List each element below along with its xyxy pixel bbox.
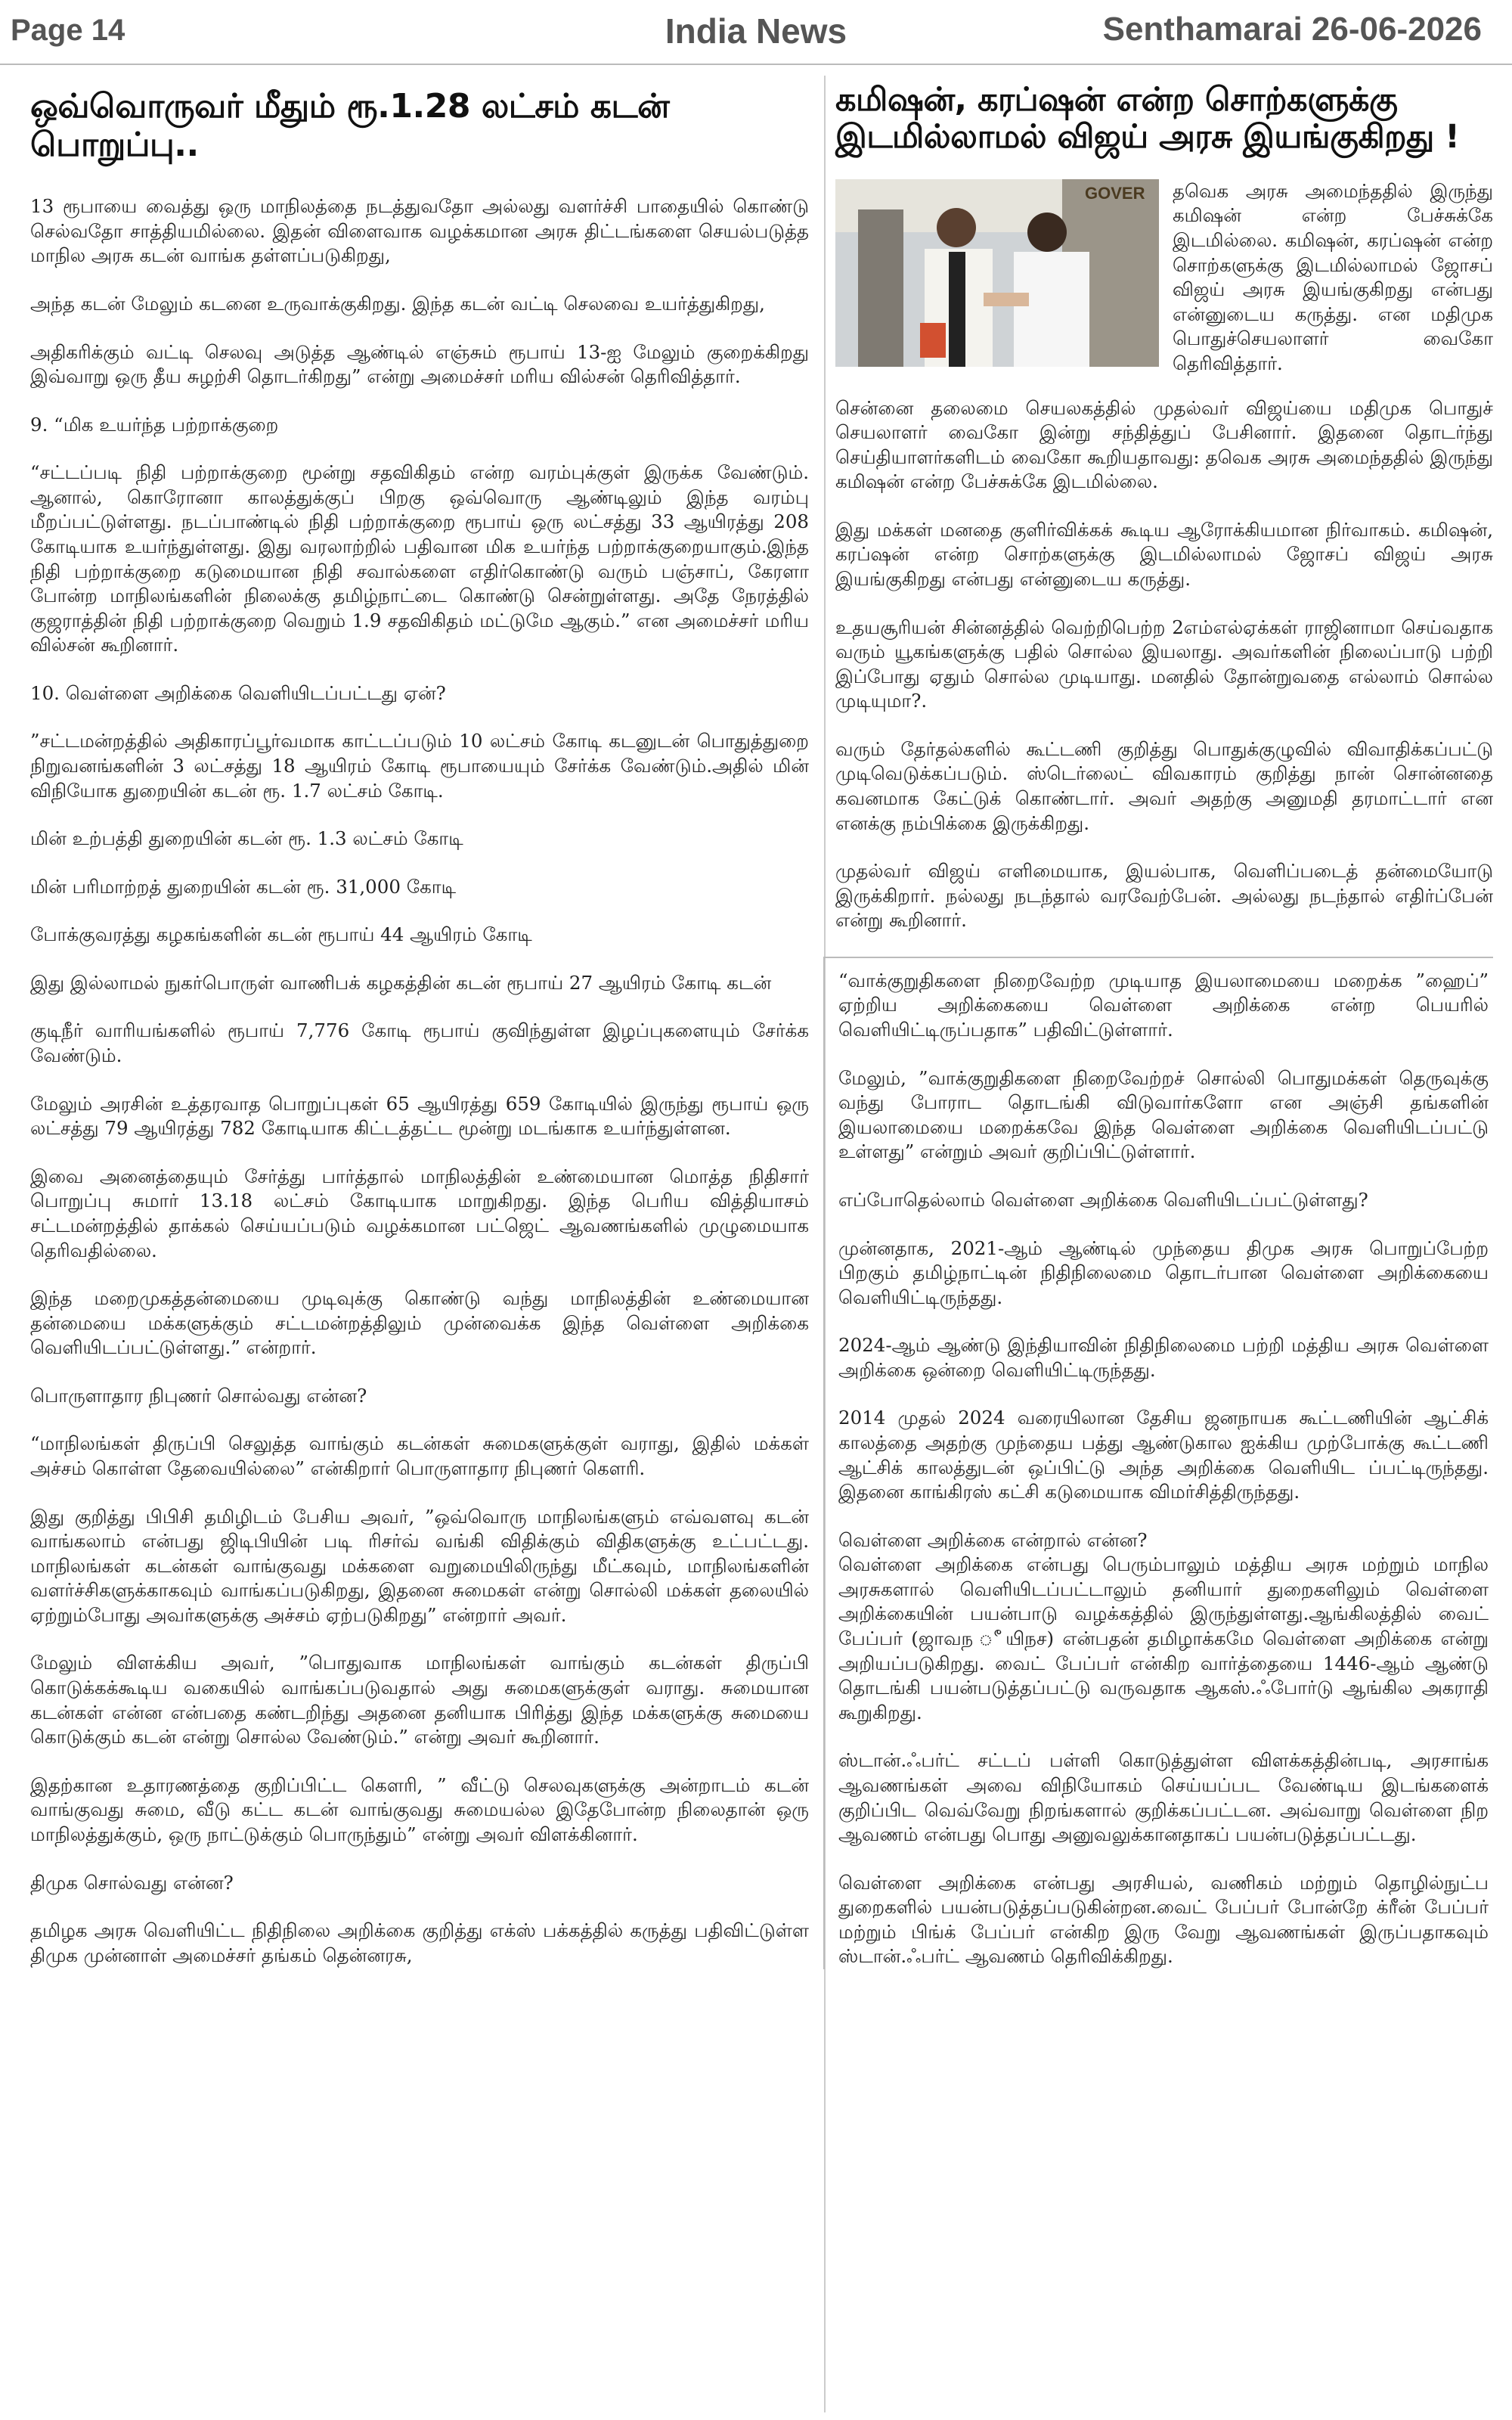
article-paragraph: உதயசூரியன் சின்னத்தில் வெற்றிபெற்ற 2எம்எல்ஏக்கள் ராஜினாமா செய்வதாக வரும் யூகங்களுக்கு பதில் சொல்ல இயலாது. அவர்களின் நிலைப்பாடு பற்றி இப்போது ஏதும் சொல்ல முடியாது. மனதில் தோன்றுவதை எல்லாம் சொல்ல முடியுமா?. (835, 616, 1493, 712)
article-paragraph: ”சட்டமன்றத்தில் அதிகாரப்பூர்வமாக காட்டப்படும் 10 லட்சம் கோடி கடனுடன் பொதுத்துறை நிறுவனங்களின் 3 லட்சத்து 18 ஆயிரம் கோடி ரூபாயையும் சேர்க்க வேண்டும்.அதில் மின் விநியோக துறையின் கடன் ரூ. 1.7 லட்சம் கோடி. (30, 730, 809, 802)
article-paragraph: வரும் தேர்தல்களில் கூட்டணி குறித்து பொதுக்குழுவில் விவாதிக்கப்பட்டு முடிவெடுக்கப்படும். ஸ்டெர்லைட் விவகாரம் குறித்து நான் சொன்னதை கவனமாக கேட்டுக் கொண்டார். அவர் அதற்கு அனுமதி தரமாட்டார் என எனக்கு நம்பிக்கை இருக்கிறது. (835, 737, 1493, 834)
article-paragraph: திமுக சொல்வது என்ன? (30, 1871, 234, 1894)
right-article-body (835, 396, 1493, 933)
article-paragraph: மேலும் விளக்கிய அவர், ”பொதுவாக மாநிலங்கள் வாங்கும் கடன்கள் திருப்பி கொடுக்கக்கூடிய வகையில் வாங்கப்படுவதால் அது சுமைகளுக்குள் வராது. சுமையான கடன்கள் என்ன என்பதை கண்டறிந்து அதனை தனியாக பிரித்து இந்த மக்களுக்கு சுமையை கொடுக்கும் கடன் என்று சொல்ல வேண்டும்.” என்று அவர் கூறினார். (30, 1652, 809, 1748)
article-paragraph: 13 ரூபாயை வைத்து ஒரு மாநிலத்தை நடத்துவதோ அல்லது வளர்ச்சி பாதையில் கொண்டு செல்வதோ சாத்தியமில்லை. இதன் விளைவாக வழக்கமான அரசு திட்டங்களை செயல்படுத்த மாநில அரசு கடன் வாங்க தள்ளப்படுகிறது, (30, 195, 809, 267)
page-number: Page 14 (11, 14, 125, 47)
section-title: India News (665, 11, 847, 51)
article-paragraph: இந்த மறைமுகத்தன்மையை முடிவுக்கு கொண்டு வந்து மாநிலத்தின் உண்மையான தன்மையை மக்களுக்கும் சட்டமன்றத்திலும் முன்வைக்க இந்த வெள்ளை அறிக்கை வெளியிடப்பட்டுள்ளது.” என்றார். (30, 1287, 809, 1359)
page-header (0, 0, 1512, 65)
right-article (835, 82, 1493, 1993)
article-paragraph: இவை அனைத்தையும் சேர்த்து பார்த்தால் மாநிலத்தின் உண்மையான மொத்த நிதிசார் பொறுப்பு சுமார் 13.18 லட்சம் கோடியாக மாறுகிறது. இந்த பெரிய வித்தியாசம் சட்டமன்றத்தில் தாக்கல் செய்யப்படும் வழக்கமான பட்ஜெட் ஆவணங்களில் முழுமையாக தெரிவதில்லை. (30, 1165, 809, 1261)
article-paragraph: எப்போதெல்லாம் வெள்ளை அறிக்கை வெளியிடப்பட்டுள்ளது? (838, 1188, 1368, 1211)
article-paragraph: வெள்ளை அறிக்கை என்றால் என்ன? வெள்ளை அறிக்கை என்பது பெரும்பாலும் மத்திய அரசு மற்றும் மாநில அரசுகளால் வெளியிடப்பட்டாலும் தனியார் துறைகளிலும் வெள்ளை அறிக்கையின் பயன்பாடு வழக்கத்தில் இருந்துள்ளது.ஆங்கிலத்தில் வைட் பேப்பர் (ஜாவந ீயிநச) என்பதன் தமிழாக்கமே வெள்ளை அறிக்கை என்று அறியப்படுகிறது. வைட் பேப்பர் என்கிற வார்த்தையை 1446-ஆம் ஆண்டு தொடங்கி பயன்படுத்தப்பட்டு வருவதாக ஆகஸ்.ஃபோர்டு ஆங்கில அகராதி கூறுகிறது. (838, 1528, 1489, 1723)
article-paragraph: அதிகரிக்கும் வட்டி செலவு அடுத்த ஆண்டில் எஞ்சும் ரூபாய் 13-ஐ மேலும் குறைக்கிறது இவ்வாறு ஒரு தீய சுழற்சி தொடர்கிறது” என்று அமைச்சர் மரிய வில்சன் தெரிவித்தார். (30, 340, 809, 388)
left-headline: ஒவ்வொருவர் மீதும் ரூ.1.28 லட்சம் கடன் பொறுப்பு.. (30, 87, 670, 164)
article-paragraph: முன்னதாக, 2021-ஆம் ஆண்டில் முந்தைய திமுக அரசு பொறுப்பேற்ற பிறகும் தமிழ்நாட்டின் நிதிநிலைமை தொடர்பான வெள்ளை அறிக்கையை வெளியிட்டிருந்தது. (838, 1236, 1489, 1308)
photo-sign-text: GOVER (1085, 183, 1145, 203)
photo-caption-paragraph: தவெக அரசு அமைந்ததில் இருந்து கமிஷன் என்ற பேச்சுக்கே இடமில்லை. கமிஷன், கரப்ஷன் என்ற சொற்களுக்கு இடமில்லாமல் ஜோசப் விஜய் அரசு இயங்குகிறது என்பது என்னுடைய கருத்து. என மதிமுக பொதுச்செயலாளர் வைகோ தெரிவித்தார். (1173, 179, 1493, 374)
article-paragraph: பொருளாதார நிபுணர் சொல்வது என்ன? (30, 1384, 367, 1407)
photo-block (835, 179, 1493, 377)
article-paragraph: “சட்டப்படி நிதி பற்றாக்குறை மூன்று சதவிகிதம் என்ற வரம்புக்குள் இருக்க வேண்டும். ஆனால், கொரோனா காலத்துக்குப் பிறகு ஒவ்வொரு ஆண்டிலும் இந்த வரம்பு மீறப்பட்டுள்ளது. நடப்பாண்டில் நிதி பற்றாக்குறை ரூபாய் ஒரு லட்சத்து 33 ஆயிரத்து 208 கோடியாக உயர்ந்துள்ளது. இது வரலாற்றில் பதிவான மிக உயர்ந்த பற்றாக்குறையாகும்.இந்த நிதி பற்றாக்குறை கடுமையான நிதி சவால்களை எதிர்கொண்டு வரும் பஞ்சாப், கேரளா போன்ற மாநிலங்களின் நிலைக்கு தமிழ்நாட்டை கொண்டு சென்றுள்ளது. அதே நேரத்தில் குஜராத்தின் நிதி பற்றாக்குறை வெறும் 1.9 சதவிகிதம் மட்டுமே ஆகும்.” என அமைச்சர் மரிய வில்சன் கூறினார். (30, 461, 809, 656)
article-paragraph: 2024-ஆம் ஆண்டு இந்தியாவின் நிதிநிலைமை பற்றி மத்திய அரசு வெள்ளை அறிக்கை ஒன்றை வெளியிட்டிருந்தது. (838, 1334, 1489, 1381)
article-paragraph: 10. வெள்ளை அறிக்கை வெளியிடப்பட்டது ஏன்? (30, 681, 446, 704)
right-headline: கமிஷன், கரப்ஷன் என்ற சொற்களுக்கு இடமில்லாமல் விஜய் அரசு இயங்குகிறது ! (835, 81, 1460, 157)
article-paragraph: இது இல்லாமல் நுகர்பொருள் வாணிபக் கழகத்தின் கடன் ரூபாய் 27 ஆயிரம் கோடி கடன் (30, 971, 772, 994)
article-paragraph: மேலும், ”வாக்குறுதிகளை நிறைவேற்றச் சொல்லி பொதுமக்கள் தெருவுக்கு வந்து போராட தொடங்கி விடுவார்களோ என அஞ்சி தங்களின் இயலாமையை மறைக்கவே இந்த வெள்ளை அறிக்கை வெளியிடப்பட்டு உள்ளது” என்றும் அவர் குறிப்பிட்டுள்ளார். (838, 1066, 1489, 1163)
article-paragraph: இதற்கான உதாரணத்தை குறிப்பிட்ட கௌரி, ” வீட்டு செலவுகளுக்கு அன்றாடம் கடன் வாங்குவது சுமை, வீடு கட்ட கடன் வாங்குவது சுமையல்ல இதேபோன்ற நிலைதான் ஒரு மாநிலத்துக்கும், ஒரு நாட்டுக்கும் பொருந்தும்” என்று அவர் விளக்கினார். (30, 1773, 809, 1845)
article-paragraph: மின் பரிமாற்றத் துறையின் கடன் ரூ. 31,000 கோடி (30, 875, 457, 898)
left-article (30, 82, 809, 1991)
article-paragraph: மின் உற்பத்தி துறையின் கடன் ரூ. 1.3 லட்சம் கோடி (30, 827, 463, 850)
article-paragraph: இது குறித்து பிபிசி தமிழிடம் பேசிய அவர், ”ஒவ்வொரு மாநிலங்களும் எவ்வளவு கடன் வாங்கலாம் என்பது ஜிடிபியின் படி ரிசர்வ் வங்கி விதிக்கும் விதிகளுக்கு உட்பட்டது. மாநிலங்கள் கடன்கள் வாங்குவது மக்களை வறுமையிலிருந்து மீட்கவும், மாநிலங்களின் வளர்ச்சிகளுக்காகவும் வாங்கப்படுகிறது, இதனை சுமைகள் என்று சொல்லி மக்கள் தலையில் ஏற்றும்போது அவர்களுக்கு அச்சம் ஏற்படுகிறது” என்றார் அவர். (30, 1505, 809, 1626)
news-photo (835, 179, 1159, 367)
article-paragraph: வெள்ளை அறிக்கை என்பது அரசியல், வணிகம் மற்றும் தொழில்நுட்ப துறைகளில் பயன்படுத்தப்படுகின்றன.வைட் பேப்பர் போன்றே க்ரீன் பேப்பர் மற்றும் பிங்க் பேப்பர் என்கிற இரு வேறு ஆவணங்கள் இருப்பதாகவும் ஸ்டான்.ஃபர்ட் ஆவணம் தெரிவிக்கிறது. (838, 1871, 1489, 1968)
news-photo-illustration (835, 179, 1159, 367)
article-paragraph: மேலும் அரசின் உத்தரவாத பொறுப்புகள் 65 ஆயிரத்து 659 கோடியில் இருந்து ரூபாய் ஒரு லட்சத்து 79 ஆயிரத்து 782 கோடியாக கிட்டத்தட்ட மூன்று மடங்காக உயர்ந்துள்ளன. (30, 1092, 809, 1140)
left-article-body (30, 194, 809, 1968)
article-paragraph: 2014 முதல் 2024 வரையிலான தேசிய ஜனநாயக கூட்டணியின் ஆட்சிக் காலத்தை அதற்கு முந்தைய பத்து ஆண்டுகால ஐக்கிய முற்போக்கு கூட்டணி ஆட்சிக் காலத்துடன் ஒப்பிட்டு அந்த அறிக்கை வெளியிட ப்பட்டிருந்தது. இதனை காங்கிரஸ் கட்சி கடுமையாக விமர்சித்திருந்தது. (838, 1407, 1489, 1503)
article-paragraph: இது மக்கள் மனதை குளிர்விக்கக் கூடிய ஆரோக்கியமான நிர்வாகம். கமிஷன், கரப்ஷன் என்ற சொற்களுக்கு இடமில்லாமல் ஜோசப் விஜய் அரசு இயங்குகிறது என்பது என்னுடைய கருத்து. (835, 518, 1493, 590)
article-paragraph: முதல்வர் விஜய் எளிமையாக, இயல்பாக, வெளிப்படைத் தன்மையோடு இருக்கிறார். நல்லது நடந்தால் வரவேற்பேன். அல்லது நடந்தால் எதிர்ப்பேன் என்று கூறினார். (835, 860, 1493, 932)
article-paragraph: “மாநிலங்கள் திருப்பி செலுத்த வாங்கும் கடன்கள் சுமைகளுக்குள் வராது, இதில் மக்கள் அச்சம் கொள்ள தேவையில்லை” என்கிறார் பொருளாதார நிபுணர் கௌரி. (30, 1432, 809, 1479)
article-paragraph: “வாக்குறுதிகளை நிறைவேற்ற முடியாத இயலாமையை மறைக்க ”ஹைப்” ஏற்றிய அறிக்கையை வெள்ளை அறிக்கை என்ற பெயரில் வெளியிட்டிருப்பதாக” பதிவிட்டுள்ளார். (838, 969, 1489, 1041)
article-paragraph: ஸ்டான்.ஃபர்ட் சட்டப் பள்ளி கொடுத்துள்ள விளக்கத்தின்படி, அரசாங்க ஆவணங்கள் அவை விநியோகம் செய்யப்பட வேண்டிய இடங்களைக் குறிப்பிட வெவ்வேறு நிறங்களால் குறிக்கப்பட்டன. அவ்வாறு வெள்ளை நிற ஆவணம் என்பது பொது அனுவலுக்கானதாகப் பயன்படுத்தப்பட்டது. (838, 1749, 1489, 1846)
article-paragraph: 9. “மிக உயர்ந்த பற்றாக்குறை (30, 413, 279, 436)
continued-left-article-box (823, 957, 1493, 1969)
article-paragraph: குடிநீர் வாரியங்களில் ரூபாய் 7,776 கோடி ரூபாய் குவிந்துள்ள இழப்புகளையும் சேர்க்க வேண்டும். (30, 1019, 809, 1067)
article-paragraph: போக்குவரத்து கழகங்களின் கடன் ரூபாய் 44 ஆயிரம் கோடி (30, 923, 532, 946)
publisher-date: Senthamarai 26-06-2026 (1102, 11, 1482, 48)
article-paragraph: அந்த கடன் மேலும் கடனை உருவாக்குகிறது. இந்த கடன் வட்டி செலவை உயர்த்துகிறது, (30, 292, 765, 315)
article-paragraph: தமிழக அரசு வெளியிட்ட நிதிநிலை அறிக்கை குறித்து எக்ஸ் பக்கத்தில் கருத்து பதிவிட்டுள்ள திமுக முன்னாள் அமைச்சர் தங்கம் தென்னரசு, (30, 1919, 809, 1966)
article-paragraph: சென்னை தலைமை செயலகத்தில் முதல்வர் விஜய்யை மதிமுக பொதுச் செயலாளர் வைகோ இன்று சந்தித்துப் பேசினார். இதனை தொடர்ந்து செய்தியாளர்களிடம் வைகோ கூறியதாவது: தவெக அரசு அமைந்ததில் இருந்து கமிஷன் என்ற பேச்சுக்கே இடமில்லை. (835, 396, 1493, 493)
